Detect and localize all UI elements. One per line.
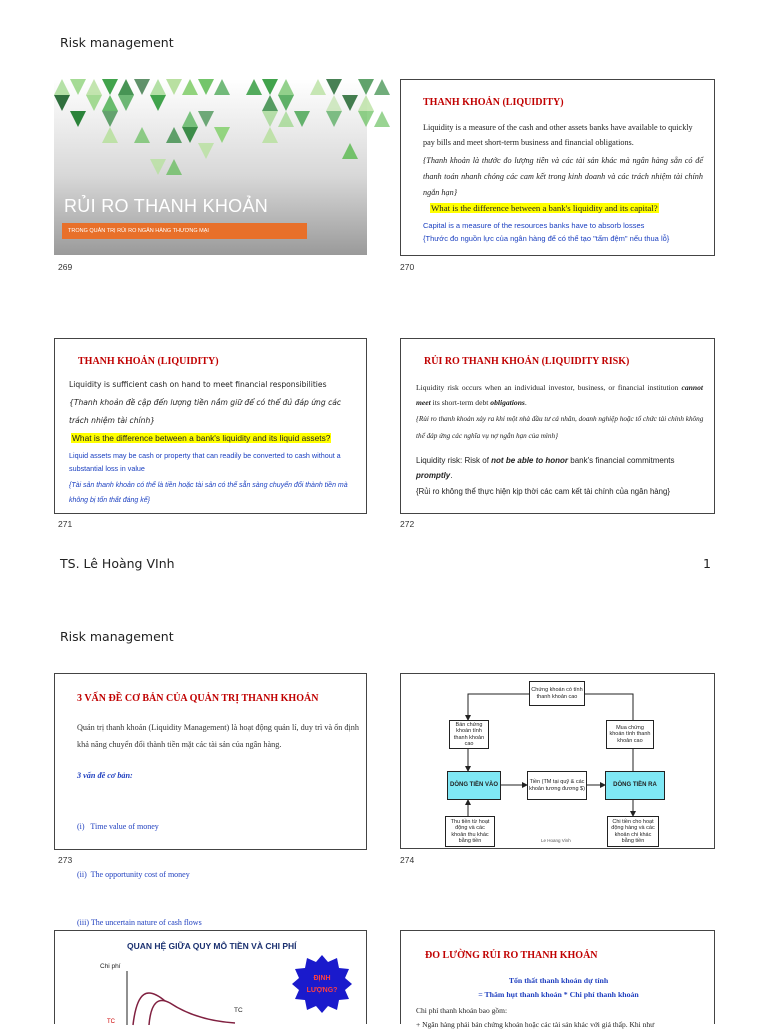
slide-title: 3 VẤN ĐỀ CƠ BẢN CỦA QUẢN TRỊ THANH KHOẢN (77, 693, 319, 704)
box-liquid-securities: Chứng khoán có tính thanh khoản cao (529, 681, 585, 706)
slide-title: THANH KHOẢN (LIQUIDITY) (78, 356, 219, 367)
body-en-part: its short-term debt (432, 398, 489, 407)
box-cash-inflow: DÒNG TIỀN VÀO (447, 771, 501, 800)
risk-vi: {Rủi ro không thể thực hiện kịp thời các cam kết tài chính của ngân hàng} (416, 487, 670, 496)
slide-number: 272 (400, 519, 415, 529)
bubble-text: ĐỊNH LƯỢNG? (306, 975, 338, 994)
answer-en: Liquid assets may be cash or property that can readily be converted to cash without a substantial loss in value (69, 451, 341, 473)
footer-page-number: 1 (703, 556, 711, 571)
answer-en: Capital is a measure of the resources banks have to absorb losses (423, 221, 645, 230)
body-vi: {Thanh khoản là thước đo lượng tiền và các tài sản khác mà ngân hàng sẵn có để thanh toán nhanh chóng các cam kết trong kinh doanh và các trách nhiệm tài chính ngắn hạn} (423, 156, 703, 197)
risk-part: Liquidity risk: Risk of (416, 456, 489, 465)
issue-item: (i) Time value of money (77, 822, 159, 831)
box-cash-outflow: DÒNG TIỀN RA (605, 771, 665, 800)
slide-number: 273 (58, 855, 73, 865)
body-en (416, 380, 703, 410)
slide-number: 271 (58, 519, 73, 529)
slide-274 (400, 673, 715, 849)
slide-title: ĐO LƯỜNG RỦI RO THANH KHOẢN (425, 950, 598, 961)
body-en-part: Liquidity risk occurs when an individual investor, business, or financial institution (416, 383, 679, 392)
body-en-part: . (524, 398, 527, 407)
curve-label-left: TC (107, 1019, 115, 1025)
curve-label: TC (234, 1007, 243, 1014)
risk-emphasis: not be able to honor (491, 456, 569, 465)
slide-271 (54, 338, 367, 514)
slide-title: RỦI RO THANH KHOẢN (LIQUIDITY RISK) (424, 356, 630, 367)
page-header: Risk management (60, 629, 174, 644)
slide-number: 270 (400, 262, 415, 272)
box-operating-receipts: Thu tiền từ hoạt động và các khoản thu khác bằng tiền (445, 816, 495, 847)
slide-270 (400, 79, 715, 256)
slide-number: 269 (58, 262, 73, 272)
body-vi: {Thanh khoản đề cập đến lượng tiền nắm giữ để có thể đủ đáp ứng các trách nhiệm tài chính} (69, 398, 342, 425)
formula-line-1: Tổn thất thanh khoản dự tính (508, 976, 609, 985)
body-vi: {Rủi ro thanh khoản xảy ra khi một nhà đầu tư cá nhân, doanh nghiệp hoặc tổ chức tài chính không thể đáp ứng các nghĩa vụ nợ ngắn hạn của mình} (416, 415, 704, 440)
box-cash: Tiền (TM tại quỹ & các khoản tương đương $) (527, 771, 587, 800)
question-highlight: What is the difference between a bank's liquidity and its capital? (431, 203, 658, 213)
question-highlight: What is the difference between a bank's liquidity and its liquid assets? (72, 433, 331, 443)
answer-vi: {Tài sản thanh khoản có thể là tiền hoặc tài sản có thể sẵn sàng chuyển đổi thành tiền mà không bị tổn thất đáng kể} (69, 482, 348, 504)
slide-276 (400, 930, 715, 1029)
issue-item: (ii) The opportunity cost of money (77, 870, 190, 879)
page-header: Risk management (60, 35, 174, 50)
body-en: Liquidity is a measure of the cash and other assets banks have available to quickly pay bills and meet short-term business and financial obligations. (423, 123, 693, 147)
slide-275 (54, 930, 367, 1024)
y-axis-label: Chi phí (100, 963, 121, 970)
cost-intro: Chi phí thanh khoản bao gồm: (416, 1006, 508, 1015)
risk-definition (416, 453, 708, 483)
box-buy-securities: Mua chứng khoán tính thanh khoản cao (606, 720, 654, 749)
issue-item: (iii) The uncertain nature of cash flows (77, 918, 202, 927)
formula-line-2: = Thâm hụt thanh khoản * Chi phí thanh khoản (478, 990, 639, 999)
cost-item: + Ngân hàng phải bán chứng khoán hoặc các tài sản khác với giá thấp. Khi như (416, 1020, 655, 1029)
pattern-triangle (374, 111, 390, 127)
issues-label: 3 vấn đề cơ bản: (77, 771, 133, 780)
box-operating-payments: Chi tiền cho hoạt động hàng và các khoản chi khác bằng tiền (607, 816, 659, 847)
watermark: Le Hoang Vinh (541, 838, 571, 843)
risk-emphasis: promptly (416, 471, 451, 480)
body-en-emphasis: cannot meet (416, 383, 703, 407)
body-en: Liquidity is sufficient cash on hand to meet financial responsibilities (69, 380, 327, 389)
slide-269 (54, 79, 367, 255)
slide-title: THANH KHOẢN (LIQUIDITY) (423, 97, 564, 108)
footer-author: TS. Lê Hoàng VInh (60, 556, 175, 571)
subtitle-bar (62, 223, 307, 239)
body: Quản trị thanh khoản (Liquidity Management) là hoạt động quản lí, duy trì và ổn định khả năng chuyển đổi thành tiền mặt các tài sản của ngân hàng. (77, 723, 359, 749)
body-en-emphasis: obligations (490, 398, 525, 407)
slide-title: QUAN HỆ GIỮA QUY MÔ TIỀN VÀ CHI PHÍ (127, 941, 297, 951)
risk-part: bank's financial commitments (570, 456, 675, 465)
answer-vi: {Thước đo nguồn lực của ngân hàng để có thể tạo "tấm đệm" nếu thua lỗ} (423, 234, 670, 243)
slide-title: RỦI RO THANH KHOẢN (64, 196, 269, 216)
pattern-triangle (374, 79, 390, 95)
risk-part: . (450, 471, 453, 480)
slide-subtitle: TRONG QUẢN TRỊ RỦI RO NGÂN HÀNG THƯƠNG MẠI (68, 228, 209, 234)
box-sell-securities: Bán chứng khoán tính thanh khoản cao (449, 720, 489, 749)
slide-number: 274 (400, 855, 415, 865)
slide-272 (400, 338, 715, 514)
